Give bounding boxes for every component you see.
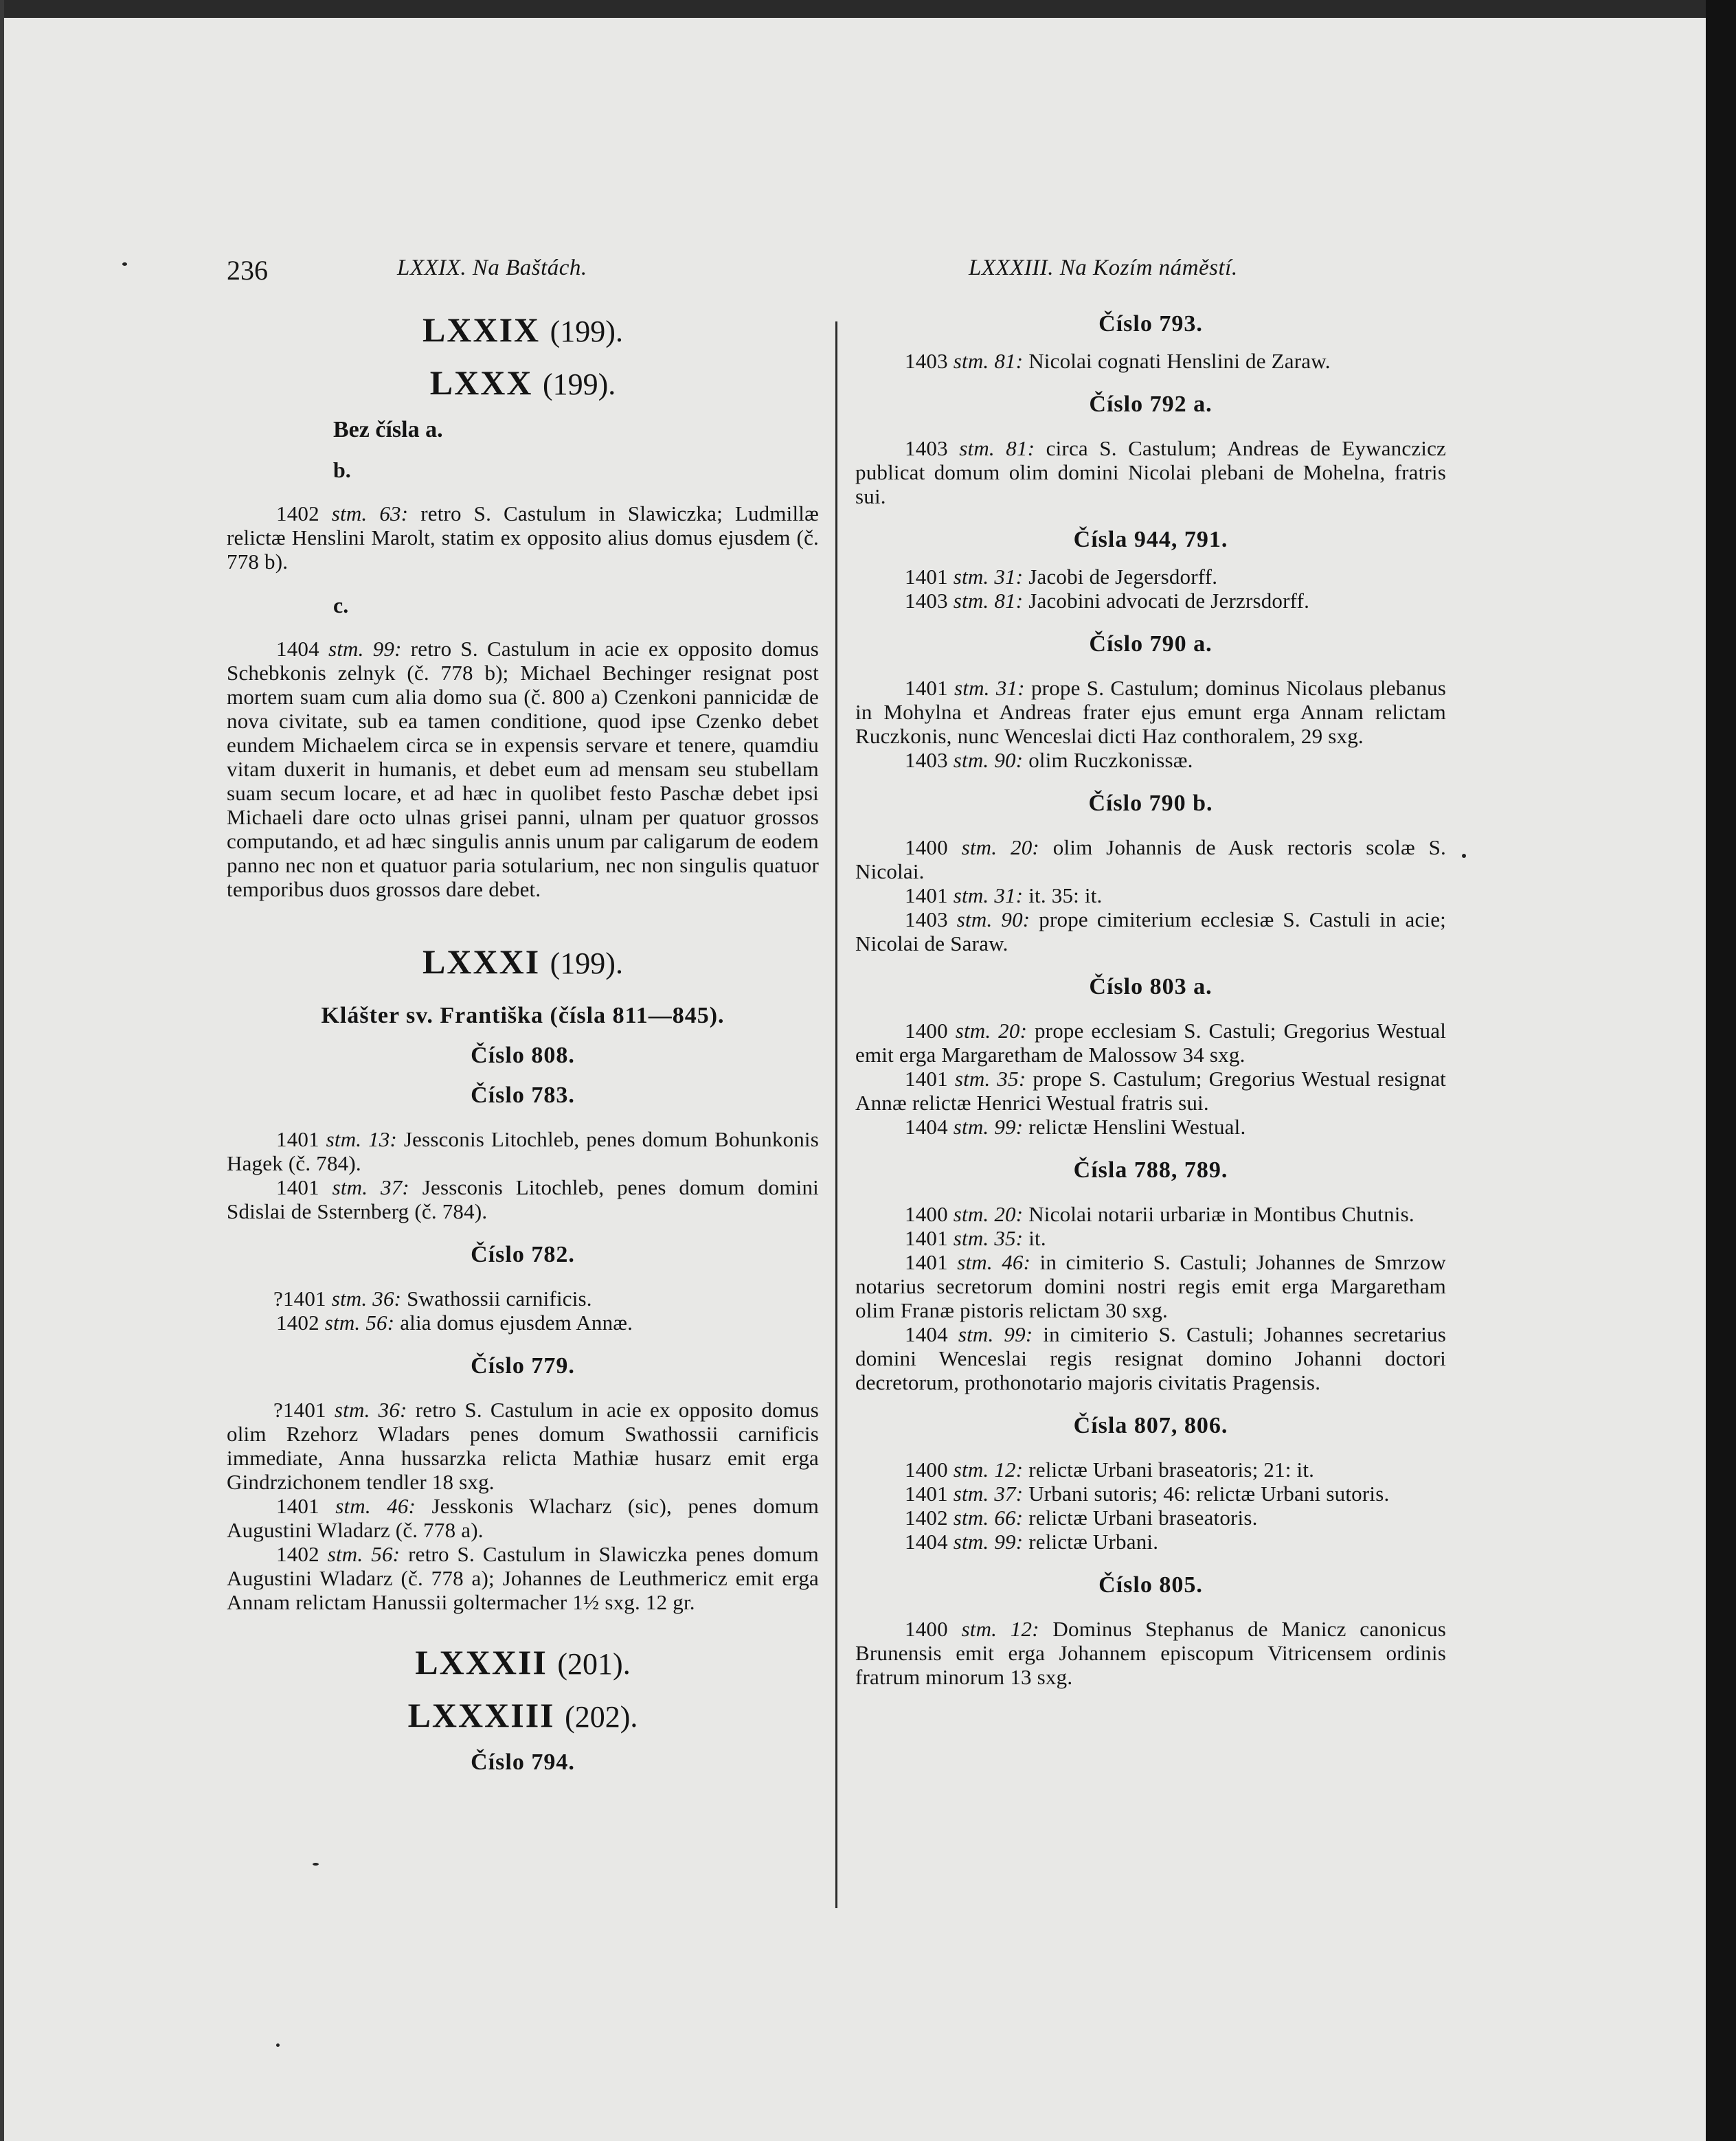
heading-cislo-803a: Číslo 803 a. <box>1089 974 1213 999</box>
entry: 1401 stm. 37: Urbani sutoris; 46: relictæ Urbani sutoris. <box>905 1482 1390 1506</box>
entry: 1401 stm. 31: it. 35: it. <box>905 883 1103 907</box>
entry: 1404 stm. 99: in cimiterio S. Castuli; Johannes secretarius domini Wenceslai regis resignat domino Johanni doctori decretorum, prothonotario majoris civitatis Pragensis. <box>855 1322 1446 1394</box>
entry: 1401 stm. 37: Jessconis Litochleb, penes domum domini Sdislai de Ssternberg (č. 784). <box>227 1175 819 1223</box>
heading-cisla-944-791: Čísla 944, 791. <box>1073 527 1228 552</box>
entry: 1400 stm. 20: Nicolai notarii urbariæ in Montibus Chutnis. <box>905 1202 1414 1226</box>
section-heading-lxxix: LXXIX (199). <box>422 310 623 349</box>
heading-cisla-807-806: Čísla 807, 806. <box>1073 1413 1228 1438</box>
entry: ?1401 stm. 36: Swathossii carnificis. <box>273 1287 592 1311</box>
entry: 1401 stm. 35: it. <box>905 1226 1046 1250</box>
entry: 1400 stm. 20: olim Johannis de Ausk rectoris scolæ S. Nicolai. <box>855 835 1446 883</box>
heading-cisla-788-789: Čísla 788, 789. <box>1073 1157 1228 1183</box>
entry: 1403 stm. 81: circa S. Castulum; Andreas de Eywanczicz publicat domum olim domini Nicolai plebani de Mohelna, fratris sui. <box>855 436 1447 508</box>
entry: 1401 stm. 13: Jessconis Litochleb, penes domum Bohunkonis Hagek (č. 784). <box>227 1127 819 1175</box>
heading-cislo-782: Číslo 782. <box>471 1242 575 1267</box>
heading-cislo-790a: Číslo 790 a. <box>1089 631 1213 657</box>
entry: 1400 stm. 12: relictæ Urbani braseatoris; 21: it. <box>905 1458 1315 1482</box>
scan-speck <box>122 262 127 266</box>
entry: ?1401 stm. 36: retro S. Castulum in acie ex opposito domus olim Rzehorz Wladars penes domum Swathossii carnificis immediate, Anna hussarzka relicta Mathiæ husarz emit erga Gindrzichonem tendler 18 sxg. <box>227 1398 819 1494</box>
entry: 1401 stm. 31: Jacobi de Jegersdorff. <box>905 565 1218 589</box>
entry: 1401 stm. 46: in cimiterio S. Castuli; Johannes de Smrzow notarius secretorum domini nostri regis emit erga Margaretham olim Franæ pistoris relictam 30 sxg. <box>855 1250 1447 1322</box>
heading-cislo-794: Číslo 794. <box>471 1749 575 1775</box>
entry: 1403 stm. 90: olim Ruczkonissæ. <box>905 748 1193 772</box>
section-heading-lxxxiii: LXXXIII (202). <box>407 1696 638 1734</box>
heading-cislo-790b: Číslo 790 b. <box>1088 791 1213 816</box>
subheading-letter-b: b. <box>333 457 351 482</box>
entry: 1401 stm. 35: prope S. Castulum; Gregorius Westual resignat Annæ relictæ Henrici Westual fratris sui. <box>855 1067 1446 1115</box>
heading-cislo-793: Číslo 793. <box>1098 311 1203 337</box>
left-column <box>227 309 819 1778</box>
entry: 1402 stm. 56: retro S. Castulum in Slawiczka penes domum Augustini Wladarz (č. 778 a); Johannes de Leuthmericz emit erga Annam relictam Hanussii goltermacher 1½ sxg. 12 gr. <box>227 1542 819 1614</box>
running-head <box>0 254 1706 288</box>
subheading-bez-cisla: Bez čísla a. <box>333 417 443 442</box>
entry: 1403 stm. 81: Nicolai cognati Henslini de Zaraw. <box>905 349 1331 373</box>
running-head-left: LXXIX. Na Baštách. <box>397 256 587 280</box>
heading-cislo-783: Číslo 783. <box>471 1083 575 1108</box>
entry: 1404 stm. 99: retro S. Castulum in acie ex opposito domus Schebkonis zelnyk (č. 778 b); Michael Bechinger resignat post mortem suam cum alia domo sua (č. 800 a) Czenkoni pannicidæ de nova civitate, sub ea tamen conditione, quod ipse Czenko debet eundem Michaelem circa se in expensis servare et tenere, quamdiu vitam duxerit in humanis, et debet eum ad mensam seu stubellam suam secum locare, et ad hæc in quolibet festo Paschæ debet ipsi Michaeli dare octo ulnas grisei panni, ulnam per quatuor grossos computando, et ad hæc singulis annis unum par caligarum de eodem panno nec non et quatuor paria sotularium, nec non singulis quatuor temporibus duos grossos dare debet. <box>227 637 819 901</box>
section-heading-lxxxi: LXXXI (199). <box>422 942 623 981</box>
entry: 1400 stm. 12: Dominus Stephanus de Manicz canonicus Brunensis emit erga Johannem episcopum Vitricensem ordinis fratrum minorum 13 sxg. <box>855 1617 1446 1689</box>
page-number: 236 <box>227 255 268 286</box>
right-column <box>855 309 1446 1689</box>
entry: 1401 stm. 46: Jesskonis Wlacharz (sic), penes domum Augustini Wladarz (č. 778 a). <box>227 1494 820 1542</box>
entry: 1403 stm. 81: Jacobini advocati de Jerzrsdorff. <box>905 589 1310 613</box>
subheading-letter-c: c. <box>333 593 349 618</box>
subheading-klaster: Klášter sv. Františka (čísla 811—845). <box>321 1003 725 1028</box>
entry: 1403 stm. 90: prope cimiterium ecclesiæ S. Castuli in acie; Nicolai de Saraw. <box>855 907 1446 955</box>
scan-edge-left <box>0 0 4 2141</box>
section-heading-lxxx: LXXX (199). <box>429 363 616 402</box>
entry: 1402 stm. 63: retro S. Castulum in Slawiczka; Ludmillæ relictæ Henslini Marolt, statim ex opposito alius domus ejusdem (č. 778 b). <box>227 501 819 574</box>
entry: 1404 stm. 99: relictæ Urbani. <box>905 1530 1159 1554</box>
entry: 1401 stm. 31: prope S. Castulum; dominus Nicolaus plebanus in Mohylna et Andreas frater ejus emunt erga Annam relictam Ruczkonis, nunc Wenceslai dicti Haz conthoralem, 29 sxg. <box>855 676 1446 748</box>
heading-cislo-779: Číslo 779. <box>471 1353 575 1379</box>
entry: 1400 stm. 20: prope ecclesiam S. Castuli; Gregorius Westual emit erga Margaretham de Malossow 34 sxg. <box>855 1019 1447 1067</box>
section-heading-lxxxii: LXXXII (201). <box>415 1643 631 1681</box>
heading-cislo-808: Číslo 808. <box>471 1043 575 1068</box>
scan-edge-top <box>0 0 1736 18</box>
column-rule <box>835 321 837 1908</box>
scan-speck <box>313 1863 319 1866</box>
entry: 1404 stm. 99: relictæ Henslini Westual. <box>905 1115 1246 1139</box>
heading-cislo-792a: Číslo 792 a. <box>1089 392 1213 417</box>
scan-edge-right <box>1706 0 1736 2141</box>
heading-cislo-805: Číslo 805. <box>1098 1572 1203 1598</box>
scan-speck <box>1462 854 1466 858</box>
running-head-right: LXXXIII. Na Kozím náměstí. <box>969 256 1238 280</box>
scan-speck <box>276 2043 280 2047</box>
entry: 1402 stm. 56: alia domus ejusdem Annæ. <box>276 1311 633 1335</box>
entry: 1402 stm. 66: relictæ Urbani braseatoris. <box>905 1506 1258 1530</box>
